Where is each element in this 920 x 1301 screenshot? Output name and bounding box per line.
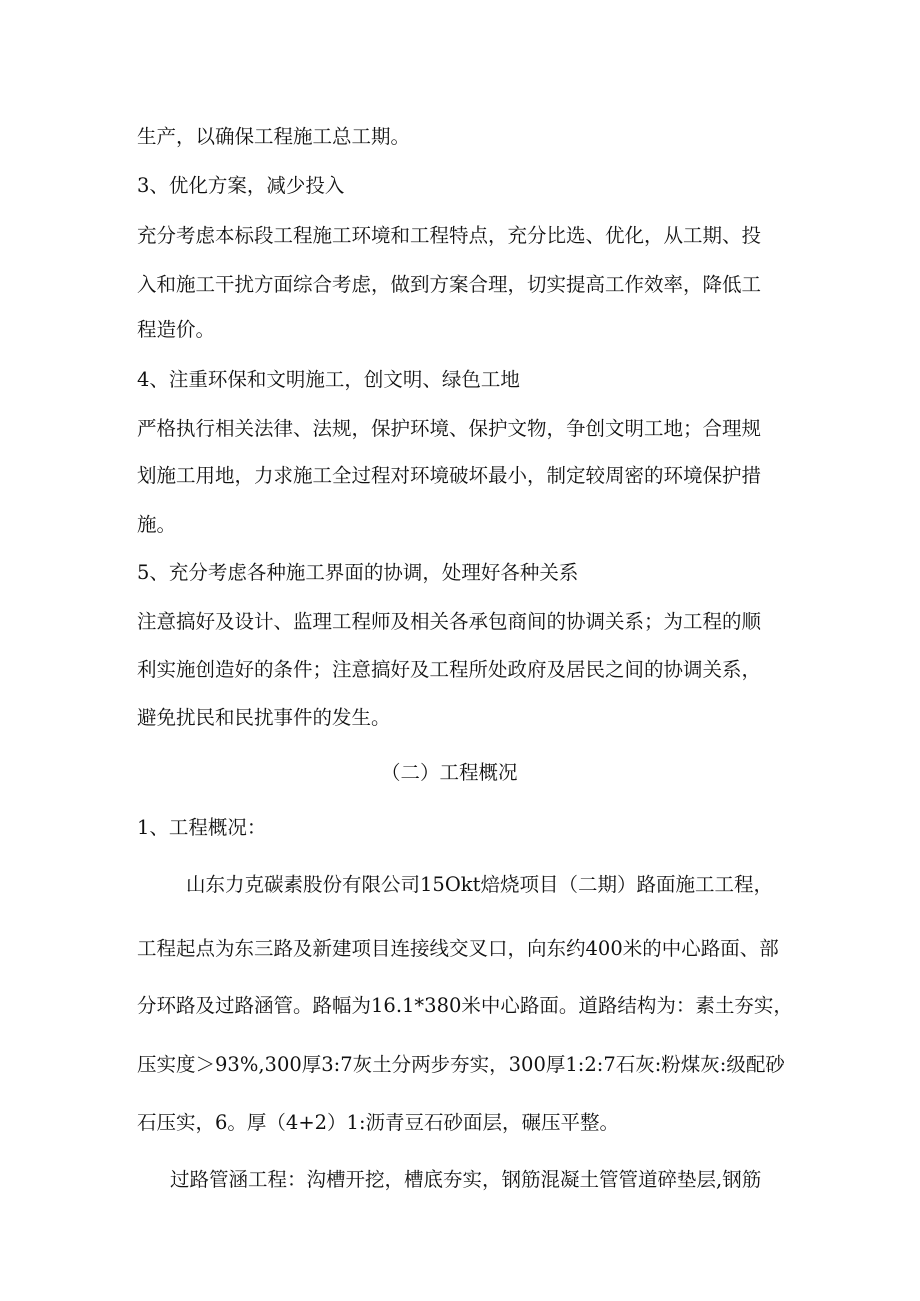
text-line: 注意搞好及设计、监理工程师及相关各承包商间的协调关系；为工程的顺 — [137, 610, 762, 633]
text-line: 过路管涵工程：沟槽开挖，槽底夯实，钢筋混凝土管管道碎垫层,钢筋 — [170, 1168, 762, 1191]
section-heading: 4、注重环保和文明施工，创文明、绿色工地 — [137, 368, 520, 391]
text-line: 充分考虑本标段工程施工环境和工程特点，充分比选、优化，从工期、投 — [137, 224, 762, 247]
text-line: 山东力克碳素股份有限公司15Okt焙烧项目（二期）路面施工工程， — [186, 873, 773, 896]
text-line: 利实施创造好的条件；注意搞好及工程所处政府及居民之间的协调关系， — [137, 658, 762, 681]
text-line: 压实度＞93%,300厚3:7灰土分两步夯实，300厚1:2:7石灰:粉煤灰:级配砂 — [137, 1053, 785, 1076]
text-line: 入和施工干扰方面综合考虑，做到方案合理，切实提高工作效率，降低工 — [137, 273, 762, 296]
text-line: 程造价。 — [137, 318, 216, 341]
text-line: 施。 — [137, 513, 177, 536]
section-title: （二）工程概况 — [381, 761, 518, 784]
text-line: 避免扰民和民扰事件的发生。 — [137, 706, 391, 729]
text-line: 工程起点为东三路及新建项目连接线交叉口，向东约400米的中心路面、部 — [137, 937, 779, 960]
text-line: 严格执行相关法律、法规，保护环境、保护文物，争创文明工地；合理规 — [137, 417, 762, 440]
subsection-heading: 1、工程概况： — [137, 816, 267, 839]
section-heading: 3、优化方案，减少投入 — [137, 174, 345, 197]
text-line: 划施工用地，力求施工全过程对环境破坏最小，制定较周密的环境保护措 — [137, 464, 762, 487]
text-line: 生产，以确保工程施工总工期。 — [137, 125, 411, 148]
text-line: 分环路及过路涵管。路幅为16.1*380米中心路面。道路结构为：素土夯实， — [137, 994, 793, 1017]
section-heading: 5、充分考虑各种施工界面的协调，处理好各种关系 — [137, 561, 579, 584]
text-line: 石压实，6。厚（4+2）1:沥青豆石砂面层，碾压平整。 — [137, 1111, 620, 1134]
